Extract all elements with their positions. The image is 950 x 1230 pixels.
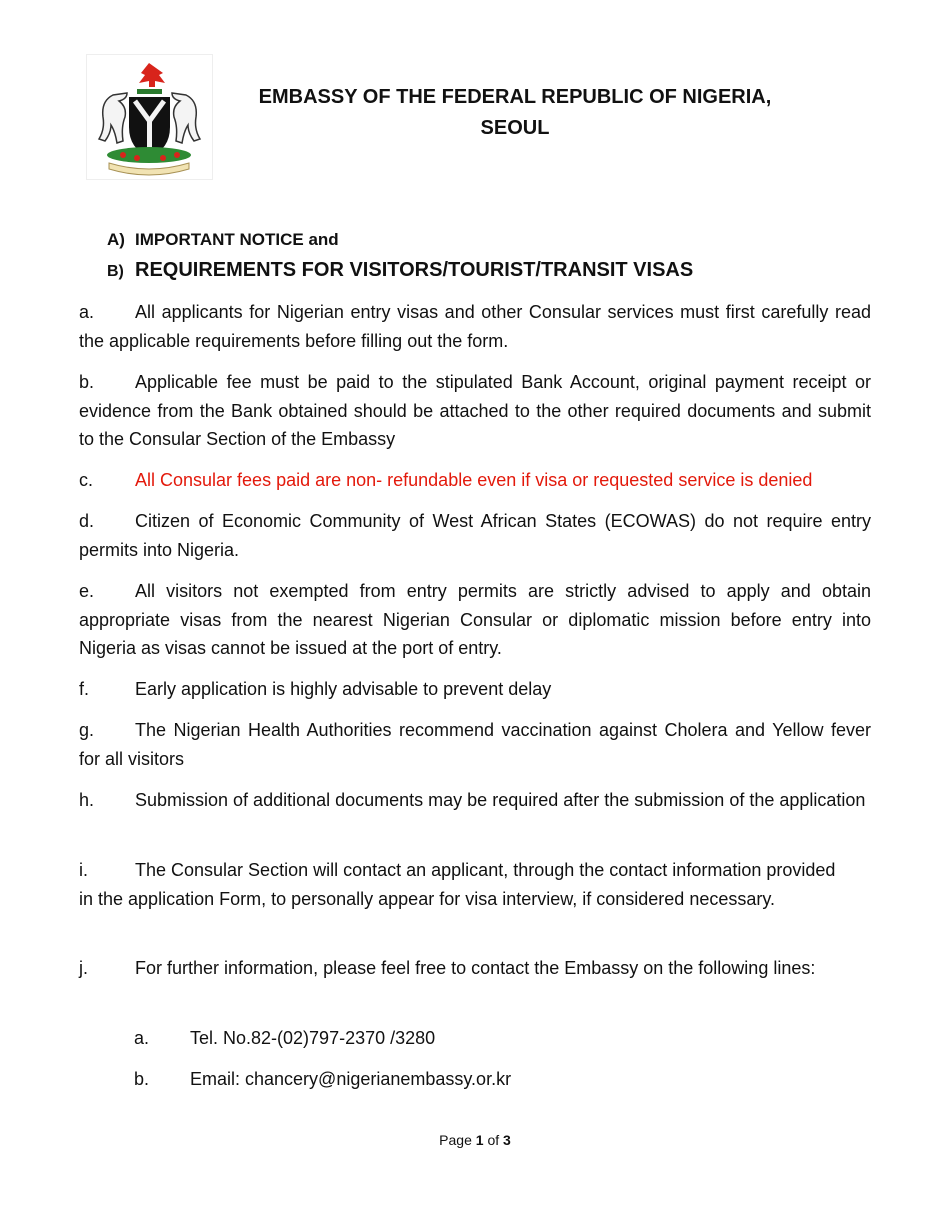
contact-text: Tel. No.82-(02)797-2370 /3280 bbox=[190, 1028, 436, 1048]
item-marker: g. bbox=[79, 720, 95, 740]
page-word: Page bbox=[439, 1132, 472, 1148]
heading-important-notice bbox=[107, 228, 339, 252]
page-current: 1 bbox=[475, 1132, 484, 1148]
notice-item-i bbox=[79, 856, 849, 913]
notice-item-j bbox=[79, 954, 871, 983]
item-marker: d. bbox=[79, 511, 95, 531]
item-marker: f. bbox=[79, 679, 90, 699]
notice-item-c-warning bbox=[79, 466, 871, 495]
item-marker: h. bbox=[79, 790, 95, 810]
notice-item-g bbox=[79, 716, 871, 773]
item-marker: e. bbox=[79, 581, 95, 601]
contact-phone bbox=[134, 1024, 435, 1052]
item-text: All Consular fees paid are non- refundable even if visa or requested service is denied bbox=[135, 470, 813, 490]
heading-marker: B) bbox=[107, 263, 124, 280]
item-marker: i. bbox=[79, 860, 88, 880]
notice-item-d bbox=[79, 507, 871, 564]
heading-text: REQUIREMENTS FOR VISITORS/TOURIST/TRANSIT VISAS bbox=[135, 259, 694, 281]
heading-text: IMPORTANT NOTICE and bbox=[135, 230, 339, 249]
embassy-title-line-1: EMBASSY OF THE FEDERAL REPUBLIC OF NIGERIA, bbox=[258, 86, 772, 108]
item-text: Early application is highly advisable to prevent delay bbox=[135, 679, 552, 699]
nigeria-coat-of-arms-icon bbox=[87, 55, 212, 179]
heading-marker: A) bbox=[107, 230, 125, 249]
item-marker: j. bbox=[79, 958, 88, 978]
coat-of-arms-logo bbox=[86, 54, 213, 180]
item-text: The Consular Section will contact an applicant, through the contact information provided in the application Form, to personally appear for visa interview, if considered necessary. bbox=[79, 860, 836, 909]
item-text: Submission of additional documents may be required after the submission of the application bbox=[135, 790, 866, 810]
notice-item-b bbox=[79, 368, 871, 454]
embassy-title bbox=[240, 82, 790, 144]
item-text: The Nigerian Health Authorities recommend vaccination against Cholera and Yellow fever for all visitors bbox=[79, 720, 871, 769]
notice-item-e bbox=[79, 577, 871, 663]
contact-email bbox=[134, 1065, 511, 1093]
notice-item-a bbox=[79, 298, 871, 355]
item-text: All visitors not exempted from entry permits are strictly advised to apply and obtain appropriate visas from the nearest Nigerian Consular or diplomatic mission before entry into Nigeria as visas cannot be issued at the port of entry. bbox=[79, 581, 871, 658]
contact-marker: b. bbox=[134, 1069, 150, 1089]
item-marker: a. bbox=[79, 302, 95, 322]
item-text: For further information, please feel free to contact the Embassy on the following lines: bbox=[135, 958, 816, 978]
contact-text: Email: chancery@nigerianembassy.or.kr bbox=[190, 1069, 512, 1089]
heading-visa-requirements bbox=[107, 256, 693, 286]
page-number-footer bbox=[0, 1132, 950, 1148]
item-text: Applicable fee must be paid to the stipulated Bank Account, original payment receipt or evidence from the Bank obtained should be attached to the other required documents and submit to the Consular Section of the Embassy bbox=[79, 372, 871, 449]
item-text: Citizen of Economic Community of West African States (ECOWAS) do not require entry permits into Nigeria. bbox=[79, 511, 871, 560]
of-word: of bbox=[487, 1132, 500, 1148]
embassy-title-line-2: SEOUL bbox=[480, 117, 550, 139]
item-text: All applicants for Nigerian entry visas and other Consular services must first carefully read the applicable requirements before filling out the form. bbox=[79, 302, 871, 351]
notice-item-f bbox=[79, 675, 871, 704]
contact-marker: a. bbox=[134, 1028, 150, 1048]
notice-item-h bbox=[79, 786, 871, 815]
item-marker: c. bbox=[79, 470, 94, 490]
page-total: 3 bbox=[503, 1132, 511, 1148]
item-marker: b. bbox=[79, 372, 95, 392]
